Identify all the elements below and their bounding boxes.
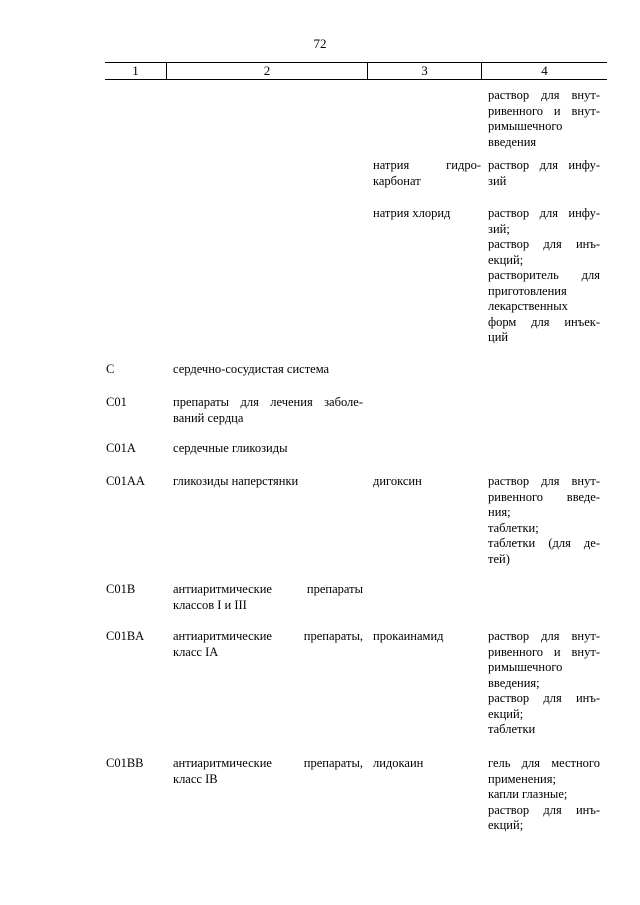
column-header-2: 2 bbox=[263, 63, 271, 78]
drug-name bbox=[373, 756, 481, 772]
dosage-forms-line: раствор для инъ- bbox=[488, 691, 600, 705]
dosage-forms-line: ривенного и внут- bbox=[488, 103, 600, 118]
dosage-forms-line: приготовления bbox=[488, 283, 567, 298]
atc-group-name-line: сердечно-сосудистая система bbox=[173, 362, 330, 376]
dosage-forms-line: раствор для инъ- bbox=[488, 802, 600, 817]
dosage-forms-line: раствор для инфу- bbox=[488, 158, 600, 172]
atc-group-name-line: препараты для лечения заболе- bbox=[173, 395, 363, 409]
drug-name bbox=[373, 206, 481, 222]
dosage-forms-line: капли глазные; bbox=[488, 787, 568, 801]
dosage-forms-line: ривенного введе- bbox=[488, 489, 600, 504]
atc-code: C01B bbox=[106, 582, 136, 596]
dosage-forms-line: введения bbox=[488, 134, 537, 149]
dosage-forms-line: римышечного bbox=[488, 119, 563, 133]
atc-code: C01AA bbox=[106, 474, 145, 488]
atc-group-name-line: антиаритмические препараты, bbox=[173, 756, 363, 770]
dosage-forms bbox=[488, 629, 600, 738]
drug-name bbox=[373, 629, 481, 645]
drug-name-line: натрия гидро- bbox=[373, 158, 481, 172]
dosage-forms-line: таблетки bbox=[488, 722, 536, 736]
dosage-forms bbox=[488, 206, 600, 346]
atc-group-name-line: классов I и III bbox=[173, 597, 247, 612]
dosage-forms-line: ния; bbox=[488, 505, 511, 519]
dosage-forms-line: таблетки (для де- bbox=[488, 536, 600, 550]
dosage-forms-line: введения; bbox=[488, 675, 540, 690]
drug-name-line: карбонат bbox=[373, 173, 421, 188]
dosage-forms bbox=[488, 158, 600, 189]
atc-group-name bbox=[173, 582, 363, 613]
atc-group-name bbox=[173, 756, 363, 787]
dosage-forms-line: зий bbox=[488, 173, 507, 188]
atc-code: C01BB bbox=[106, 756, 144, 770]
atc-code: C01BA bbox=[106, 629, 145, 643]
atc-group-name bbox=[173, 441, 363, 457]
dosage-forms-line: римышечного bbox=[488, 660, 563, 674]
column-header-4: 4 bbox=[541, 63, 548, 78]
column-header-3: 3 bbox=[421, 63, 428, 78]
atc-group-name bbox=[173, 395, 363, 426]
atc-group-name-line: гликозиды наперстянки bbox=[173, 474, 299, 488]
drug-name bbox=[373, 158, 481, 189]
dosage-forms-line: раствор для внут- bbox=[488, 629, 600, 643]
atc-group-name-line: антиаритмические препараты bbox=[173, 582, 363, 596]
atc-code: C01 bbox=[106, 395, 127, 409]
drug-name-line: прокаинамид bbox=[373, 629, 444, 643]
atc-code: C bbox=[106, 362, 115, 376]
dosage-forms-line: екций; bbox=[488, 818, 524, 832]
drug-name bbox=[373, 474, 481, 490]
dosage-forms-line: раствор для внут- bbox=[488, 474, 600, 488]
dosage-forms bbox=[488, 88, 600, 150]
dosage-forms-line: растворитель для bbox=[488, 268, 600, 282]
dosage-forms bbox=[488, 756, 600, 834]
dosage-forms-line: тей) bbox=[488, 551, 510, 566]
dosage-forms-line: раствор для внут- bbox=[488, 88, 600, 102]
table-column-header bbox=[105, 62, 607, 80]
atc-group-name-line: ваний сердца bbox=[173, 410, 244, 425]
drug-name-line: дигоксин bbox=[373, 474, 422, 488]
dosage-forms-line: форм для инъек- bbox=[488, 314, 600, 329]
dosage-forms-line: лекарственных bbox=[488, 299, 568, 313]
dosage-forms-line: зий; bbox=[488, 221, 510, 236]
dosage-forms-line: гель для местного bbox=[488, 756, 600, 770]
atc-group-name-line: антиаритмические препараты, bbox=[173, 629, 363, 643]
column-header-1: 1 bbox=[132, 63, 139, 78]
dosage-forms-line: екций; bbox=[488, 706, 524, 721]
drug-name-line: лидокаин bbox=[373, 756, 424, 770]
dosage-forms-line: екций; bbox=[488, 252, 524, 267]
atc-group-name-line: класс IA bbox=[173, 644, 219, 659]
atc-group-name-line: класс IB bbox=[173, 771, 218, 786]
atc-group-name bbox=[173, 629, 363, 660]
page-number: 72 bbox=[313, 36, 327, 51]
dosage-forms bbox=[488, 474, 600, 567]
atc-group-name-line: сердечные гликозиды bbox=[173, 441, 288, 455]
dosage-forms-line: применения; bbox=[488, 771, 556, 786]
dosage-forms-line: ций bbox=[488, 330, 509, 344]
atc-group-name bbox=[173, 362, 363, 378]
drug-name-line: натрия хлорид bbox=[373, 206, 451, 220]
atc-group-name bbox=[173, 474, 363, 490]
atc-code: C01A bbox=[106, 441, 136, 455]
dosage-forms-line: таблетки; bbox=[488, 520, 539, 535]
dosage-forms-line: раствор для инфу- bbox=[488, 206, 600, 220]
dosage-forms-line: ривенного и внут- bbox=[488, 644, 600, 659]
dosage-forms-line: раствор для инъ- bbox=[488, 237, 600, 251]
